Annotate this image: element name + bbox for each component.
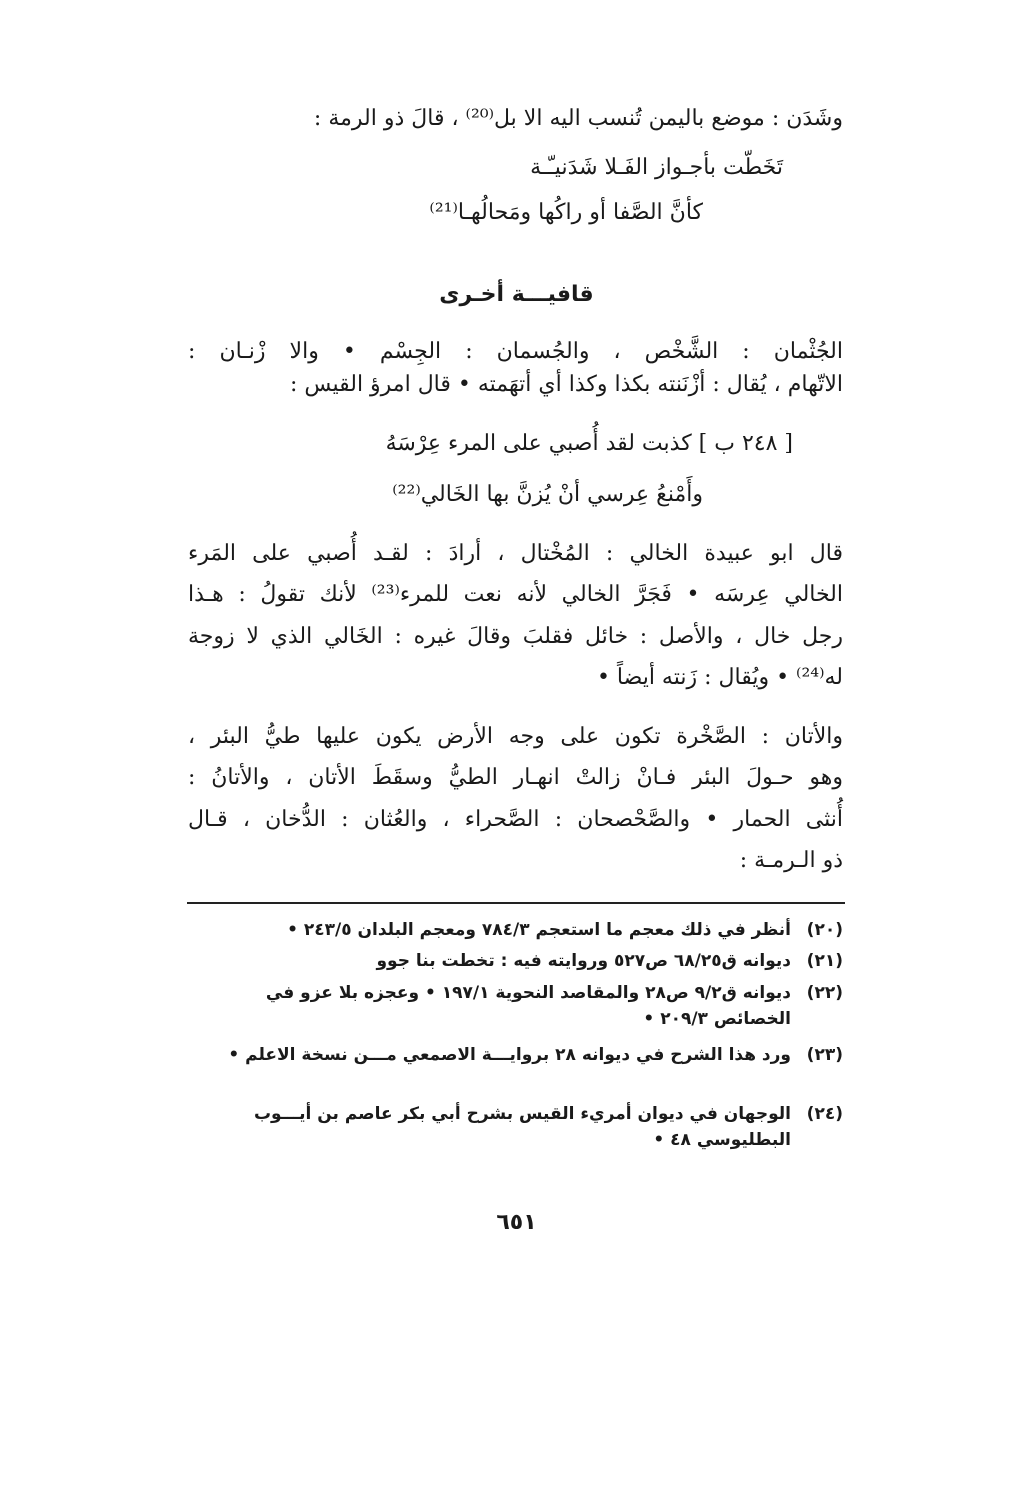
text-line: رجل خال ، والأصل : خائل فقلبَ وقالَ غيره : الخَالي الذي لا زوجة xyxy=(188,624,843,649)
footnote-number: (٢٣) xyxy=(806,1045,843,1065)
page-number: ٦٥١ xyxy=(496,1210,537,1235)
verse-hemistich: كأنَّ الصَّفا أو راكُها ومَحالُهـا⁽²¹⁾ xyxy=(429,200,703,225)
text-line: الاتّهام ، يُقال : أزْنَنته بكذا وكذا أي أتهَمته • قال امرؤ القيس : xyxy=(290,372,843,397)
text-line: له⁽²⁴⁾ • ويُقال : زَنته أيضاً • xyxy=(596,665,843,690)
text-line: قال ابو عبيدة الخالي : المُخْتال ، أرادَ : لقـد أُصبي على المَرء xyxy=(188,541,843,566)
footnote xyxy=(188,1042,843,1068)
text-line: وشَدَن : موضع باليمن تُنسب اليه الا بل⁽²⁰⁾ ، قالَ ذو الرمة : xyxy=(313,106,843,131)
text-line: والأتان : الصَّخْرة تكون على وجه الأرض يكون عليها طيُّ البئر ، xyxy=(188,724,843,749)
footnote-text: ورد هذا الشرح في ديوانه ٢٨ بروايـــة الاصمعي مـــن نسخة الاعلم • xyxy=(228,1045,791,1065)
text-line: أُنثى الحمار • والصَّحْصحان : الصَّحراء ، والعُثان : الدُّخان ، قـال xyxy=(188,807,843,832)
footnote-number: (٢٤) xyxy=(806,1104,843,1124)
verse-hemistich: [ ٢٤٨ ب ] كذبت لقد أُصبي على المرء عِرْسَهُ xyxy=(385,431,793,456)
footnote-text: أنظر في ذلك معجم ما استعجم ٧٨٤/٣ ومعجم البلدان ٢٤٣/٥ • xyxy=(287,920,791,940)
footnote-text: ديوانه ق٩/٢ ص٢٨ والمقاصد النحوية ١٩٧/١ • وعجزه بلا عزو في الخصائص ٢٠٩/٣ • xyxy=(265,983,791,1029)
footnote xyxy=(188,1101,843,1153)
section-heading: قافيـــة أخـرى xyxy=(439,282,594,307)
footnote-number: (٢٠) xyxy=(806,920,843,940)
text-line: الخالي عِرسَه • فَجَرَّ الخالي لأنه نعت للمرء⁽²³⁾ لأنك تقولُ : هـذا xyxy=(188,582,843,607)
footnote-divider xyxy=(187,902,845,904)
verse-hemistich: وأَمْنعُ عِرسي أنْ يُزنَّ بها الخَالي⁽²²⁾ xyxy=(392,482,703,507)
footnote-number: (٢١) xyxy=(806,951,843,971)
footnote-text: ديوانه ق٦٨/٢٥ ص٥٢٧ وروايته فيه : تخطت بنا جوو xyxy=(376,951,791,971)
footnote-number: (٢٢) xyxy=(806,983,843,1003)
verse-hemistich: تَخَطّت بأجـواز الفَـلا شَدَنيـّـة xyxy=(530,155,783,180)
text-line: الجُثْمان : الشَّخْص ، والجُسمان : الجِسْم • والا زْنـان : xyxy=(188,339,843,364)
footnote-text: الوجهان في ديوان أمريء القيس بشرح أبي بكر عاصم بن أيـــوب البطليوسي ٤٨ • xyxy=(253,1104,791,1150)
text-line: وهو حـولَ البئر فـانْ زالتْ انهـار الطيُّ وسقَطَ الأتان ، والأتانُ : xyxy=(188,765,843,790)
text-line: ذو الـرمـة : xyxy=(739,848,843,873)
footnote xyxy=(188,980,843,1032)
footnote xyxy=(188,948,843,974)
footnote xyxy=(188,917,843,943)
